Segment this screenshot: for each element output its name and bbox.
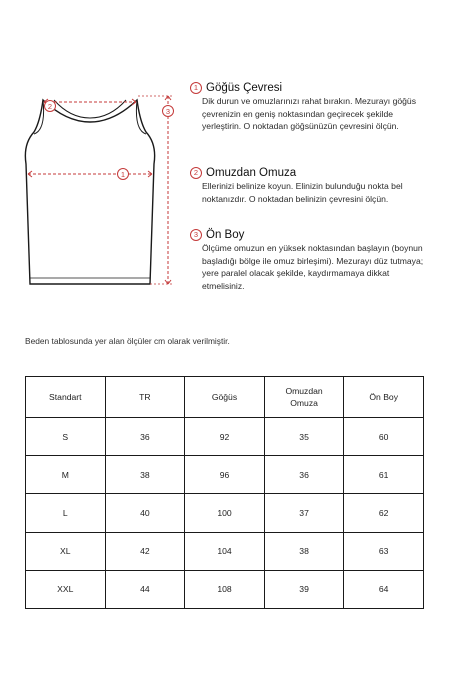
guide-chest (190, 81, 430, 133)
guide-number-icon: 2 (190, 167, 202, 179)
length-cell: 61 (344, 456, 424, 494)
tank-top-diagram (18, 82, 188, 292)
size-cell: M (26, 456, 106, 494)
size-cell: L (26, 494, 106, 532)
shoulder-cell: 35 (264, 418, 344, 456)
measurement-note: Beden tablosunda yer alan ölçüler cm olarak verilmiştir. (25, 336, 230, 346)
length-cell: 62 (344, 494, 424, 532)
table-header-row (26, 377, 424, 418)
header-standart: Standart (26, 377, 106, 418)
svg-text:1: 1 (120, 169, 126, 179)
garment-outline (25, 100, 154, 284)
size-cell: S (26, 418, 106, 456)
marker-3 (163, 106, 174, 117)
header-on-boy: Ön Boy (344, 377, 424, 418)
marker-1 (118, 169, 129, 180)
table-row (26, 494, 424, 532)
table-row (26, 532, 424, 570)
header-gogus: Göğüs (185, 377, 265, 418)
table-row (26, 456, 424, 494)
tr-cell: 40 (105, 494, 185, 532)
header-omuzdan-omuza: Omuzdan Omuza (264, 377, 344, 418)
length-cell: 63 (344, 532, 424, 570)
chest-cell: 104 (185, 532, 265, 570)
guide-front-length (190, 228, 430, 292)
tr-cell: 44 (105, 570, 185, 608)
chest-cell: 108 (185, 570, 265, 608)
guide-title: Göğüs Çevresi (206, 82, 283, 94)
shoulder-cell: 38 (264, 532, 344, 570)
marker-2 (45, 101, 56, 112)
length-cell: 64 (344, 570, 424, 608)
guide-title: Omuzdan Omuza (206, 167, 297, 179)
length-cell: 60 (344, 418, 424, 456)
shoulder-cell: 36 (264, 456, 344, 494)
shoulder-cell: 37 (264, 494, 344, 532)
chest-cell: 92 (185, 418, 265, 456)
tr-cell: 38 (105, 456, 185, 494)
size-table (25, 376, 424, 609)
header-tr: TR (105, 377, 185, 418)
guide-number-icon: 3 (190, 229, 202, 241)
chest-cell: 100 (185, 494, 265, 532)
guide-title: Ön Boy (206, 229, 245, 241)
size-cell: XXL (26, 570, 106, 608)
tr-cell: 42 (105, 532, 185, 570)
table-row (26, 418, 424, 456)
size-cell: XL (26, 532, 106, 570)
guide-text: Ellerinizi belinize koyun. Elinizin bulunduğu nokta bel noktanızdır. O noktadan belinizin çevresini ölçün. (202, 181, 403, 204)
tr-cell: 36 (105, 418, 185, 456)
table-row (26, 570, 424, 608)
chest-cell: 96 (185, 456, 265, 494)
guide-number-icon: 1 (190, 82, 202, 94)
shoulder-cell: 39 (264, 570, 344, 608)
guide-text: Ölçüme omuzun en yüksek noktasından başlayın (boynun başladığı bölge ile omuz birleşimi). Mezurayı düz tutmaya; yere paralel olacak şekilde, kaydırmamaya dikkat etmelisiniz. (202, 243, 424, 291)
svg-text:2: 2 (47, 101, 53, 111)
guide-text: Dik durun ve omuzlarınızı rahat bırakın. Mezurayı göğüs çevrenizin en geniş noktasından geçirecek şekilde yerleştirin. O noktadan göğsünüzün çevresini ölçün. (202, 96, 416, 131)
svg-text:3: 3 (165, 106, 171, 116)
guide-shoulder (190, 166, 430, 205)
